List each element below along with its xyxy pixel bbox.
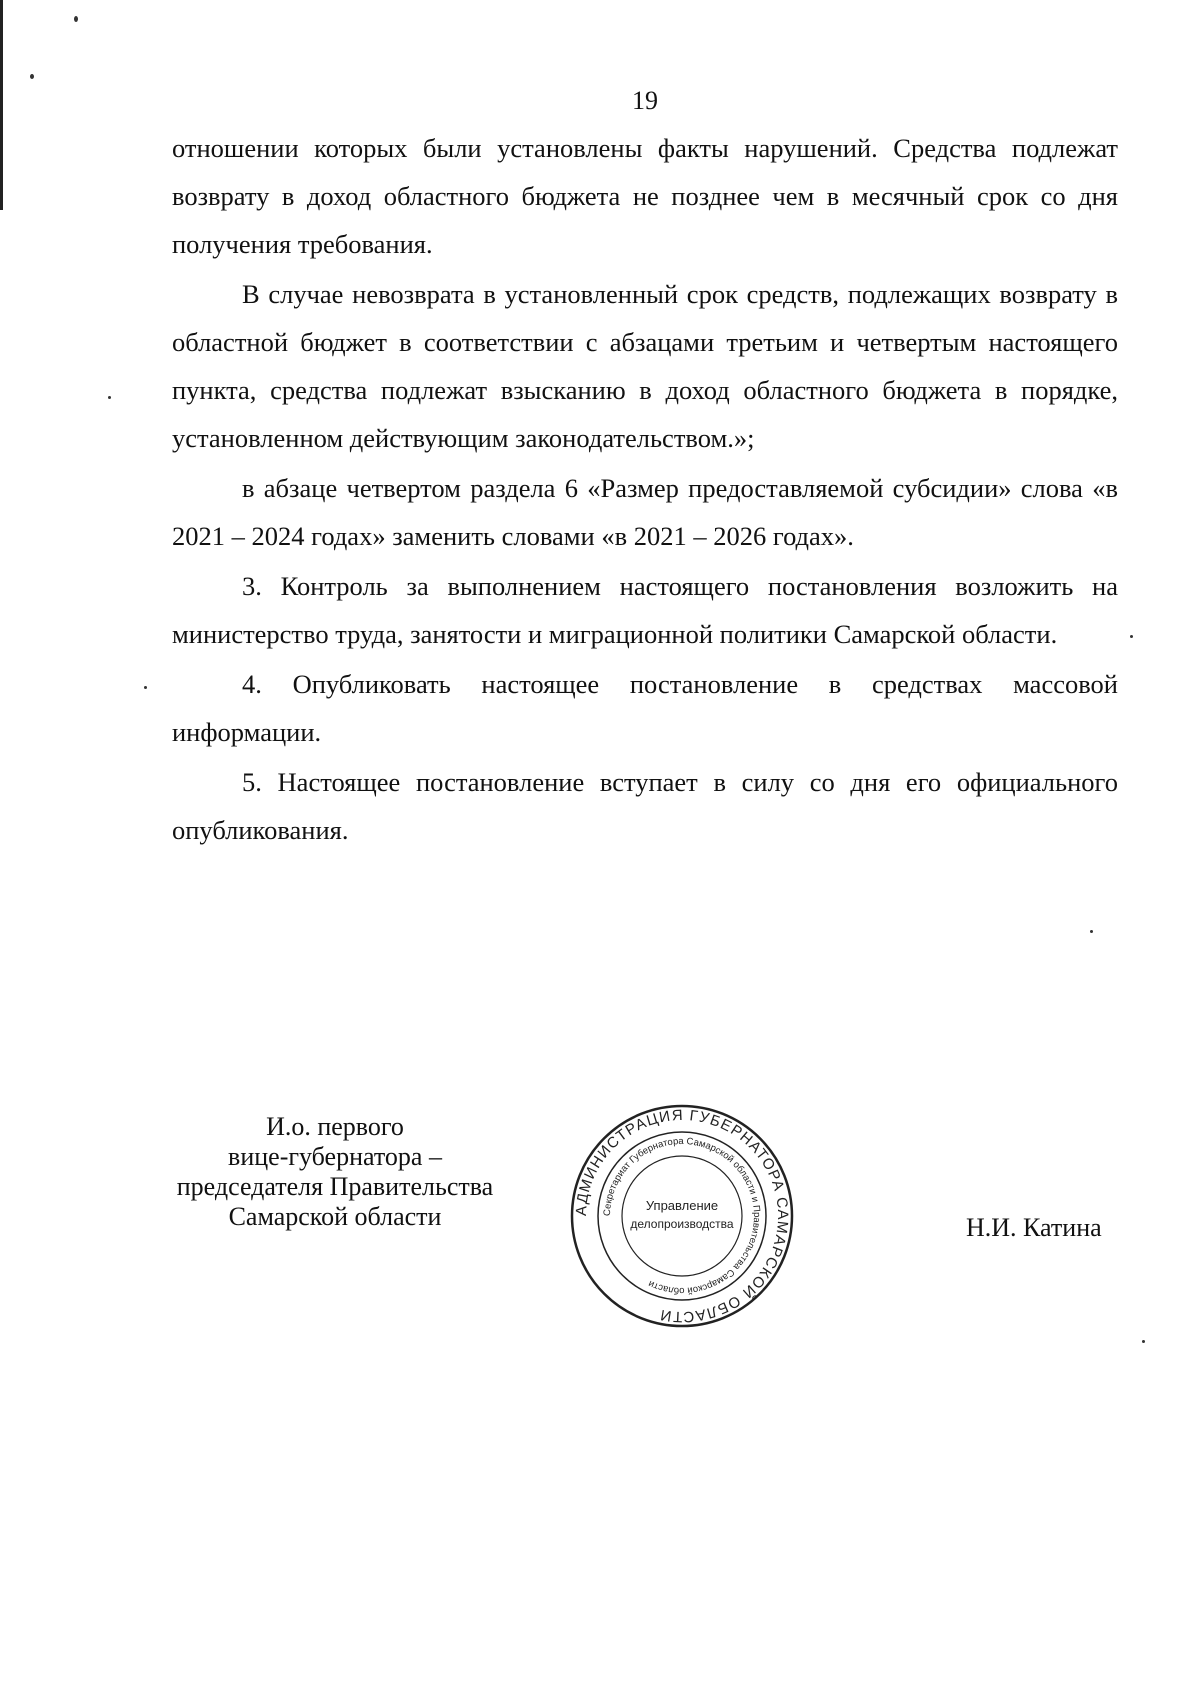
scan-speck <box>1090 930 1093 933</box>
signatory-name: Н.И. Катина <box>966 1213 1102 1242</box>
scan-speck <box>144 686 147 689</box>
stamp-middle-ring <box>598 1132 766 1300</box>
paragraph-non-return: В случае невозврата в установленный срок средств, подлежащих возврату в областной бюджет в соответствии с абзацами третьим и четвертым настоящего пункта, средства подлежат взысканию в доход областного бюджета в порядке, установленном действующим законодательством.»; <box>172 279 1118 453</box>
scan-speck <box>1142 1340 1145 1343</box>
signatory-title-line: председателя Правительства <box>176 1172 494 1201</box>
stamp-outer-text: АДМИНИСТРАЦИЯ ГУБЕРНАТОРА САМАРСКОЙ ОБЛАСТИ <box>572 1106 792 1326</box>
official-stamp <box>568 1102 796 1330</box>
paragraph-continuation: отношении которых были установлены факты нарушений. Средства подлежат возврату в доход областного бюджета не позднее чем в месячный срок со дня получения требования. <box>172 133 1118 259</box>
signatory-title <box>160 1112 510 1232</box>
document-body <box>172 124 1118 854</box>
paragraph-item-3: 3. Контроль за выполнением настоящего постановления возложить на министерство труда, занятости и миграционной политики Самарской области. <box>172 571 1118 649</box>
scan-speck <box>74 16 78 22</box>
scan-speck <box>108 396 111 399</box>
paragraph-item-4: 4. Опубликовать настоящее постановление в средствах массовой информации. <box>172 669 1118 747</box>
signatory-title-line: И.о. первого <box>266 1112 404 1141</box>
paragraph-item-5: 5. Настоящее постановление вступает в силу со дня его официального опубликования. <box>172 767 1118 845</box>
paragraph-amendment: в абзаце четвертом раздела 6 «Размер предоставляемой субсидии» слова «в 2021 – 2024 годах» заменить словами «в 2021 – 2026 годах». <box>172 473 1118 551</box>
scan-speck <box>30 74 34 79</box>
signatory-title-line: вице-губернатора – <box>228 1142 442 1171</box>
stamp-center-line-1: Управление <box>645 1198 719 1213</box>
scan-speck <box>1130 635 1133 638</box>
signatory-title-line: Самарской области <box>228 1202 442 1231</box>
stamp-inner-ring <box>622 1156 742 1276</box>
stamp-center-line-2: делопроизводства <box>630 1217 734 1231</box>
stamp-inner-text: Секретариат Губернатора Самарской области и Правительства Самарской области <box>601 1135 763 1297</box>
page-number: 19 <box>632 86 658 115</box>
